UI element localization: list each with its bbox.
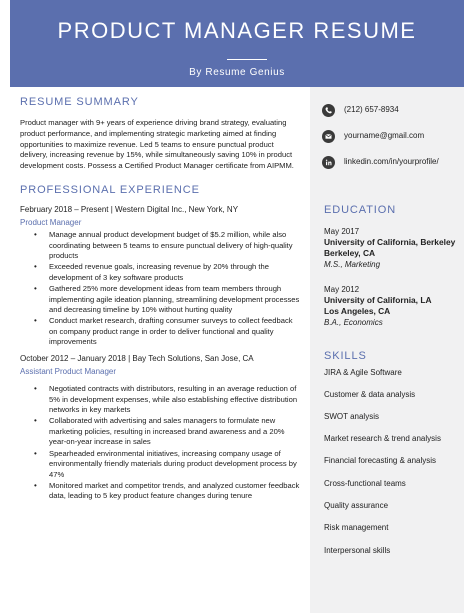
job-header: October 2012 – January 2018 | Bay Tech Solutions, San Jose, CA [20,354,254,364]
resume-header [10,0,464,87]
job-entry [20,354,300,502]
skill-item: Cross-functional teams [324,479,406,488]
skills-heading: SKILLS [324,350,367,362]
job-bullet: • Spearheaded environmental initiatives, increasing company usage of environmentally friendly materials during product development process by 47% [20,449,300,481]
education-section [324,204,455,328]
resume-byline: By Resume Genius [189,67,285,78]
phone-number: (212) 657-8934 [344,105,399,114]
job-bullet: • Monitored market and competitor trends, and analyzed customer feedback data, leading to 5 key product feature changes during tenure [20,481,300,502]
education-location: Berkeley, CA [324,248,376,258]
email-icon [322,130,335,143]
skill-item: Market research & trend analysis [324,434,441,443]
skill-item: Financial forecasting & analysis [324,456,437,465]
skill-item: Risk management [324,523,389,532]
education-item [324,226,455,270]
experience-heading: PROFESSIONAL EXPERIENCE [20,183,200,196]
job-entry [20,205,300,348]
education-school: University of California, LA [324,295,432,305]
summary-text: Product manager with 9+ years of experience driving brand strategy, evaluating product performance, and implementing strategic marketing aimed at finding opportunities to maximize revenue. Led 5 teams to ensure punctual product delivery, increasing revenue by 15%, while simultaneously saving 10% in product development costs. Possess a Certified Product Manager certificate from AIPMM. [20,118,294,171]
skill-item: Interpersonal skills [324,546,391,555]
job-bullet: • Collaborated with advertising and sales managers to formulate new marketing policies, resulting in increased brand awareness and a 20% year-on-year increase in sales [20,416,300,448]
job-bullet: • Manage annual product development budget of $5.2 million, while also coordinating between 5 teams to ensure punctual delivery of high-quality products [20,230,300,262]
phone-icon [322,104,335,117]
job-bullet: • Negotiated contracts with distributors, resulting in an average reduction of 5% in development expenses, while also establishing effective distribution networks in key markets [20,384,300,416]
education-item [324,284,455,328]
education-heading: EDUCATION [324,204,397,216]
education-degree: B.A., Economics [324,318,383,327]
main-column [20,96,300,503]
job-header: February 2018 – Present | Western Digital Inc., New York, NY [20,204,239,214]
skill-item: SWOT analysis [324,412,379,421]
email-address[interactable]: yourname@gmail.com [344,131,425,140]
education-date: May 2012 [324,285,360,294]
job-role: Assistant Product Manager [20,367,117,377]
education-date: May 2017 [324,227,360,236]
linkedin-url[interactable]: linkedin.com/in/yourprofile/ [344,157,439,166]
skill-item: Customer & data analysis [324,390,416,399]
job-bullet: • Conduct market research, drafting consumer surveys to collect feedback on company product range in order to deliver functional and quality improvements [20,316,300,348]
skill-item: JIRA & Agile Software [324,368,402,377]
linkedin-icon [322,156,335,169]
job-role: Product Manager [20,217,82,227]
education-location: Los Angeles, CA [324,306,391,316]
job-bullets [20,230,300,348]
job-bullets [20,384,300,502]
resume-title: PRODUCT MANAGER RESUME [57,18,417,43]
education-degree: M.S., Marketing [324,260,381,269]
skill-item: Quality assurance [324,501,389,510]
summary-heading: RESUME SUMMARY [20,96,139,108]
header-divider [227,59,267,60]
job-bullet: • Gathered 25% more development ideas from team members through implementing agile ideation planning, streamlining development processes and decreasing timeline by 10% without hurting quality [20,284,300,316]
job-bullet: • Exceeded revenue goals, increasing revenue by 20% through the development of 3 key software products [20,262,300,283]
education-school: University of California, Berkeley [324,237,456,247]
skills-section [324,350,367,362]
